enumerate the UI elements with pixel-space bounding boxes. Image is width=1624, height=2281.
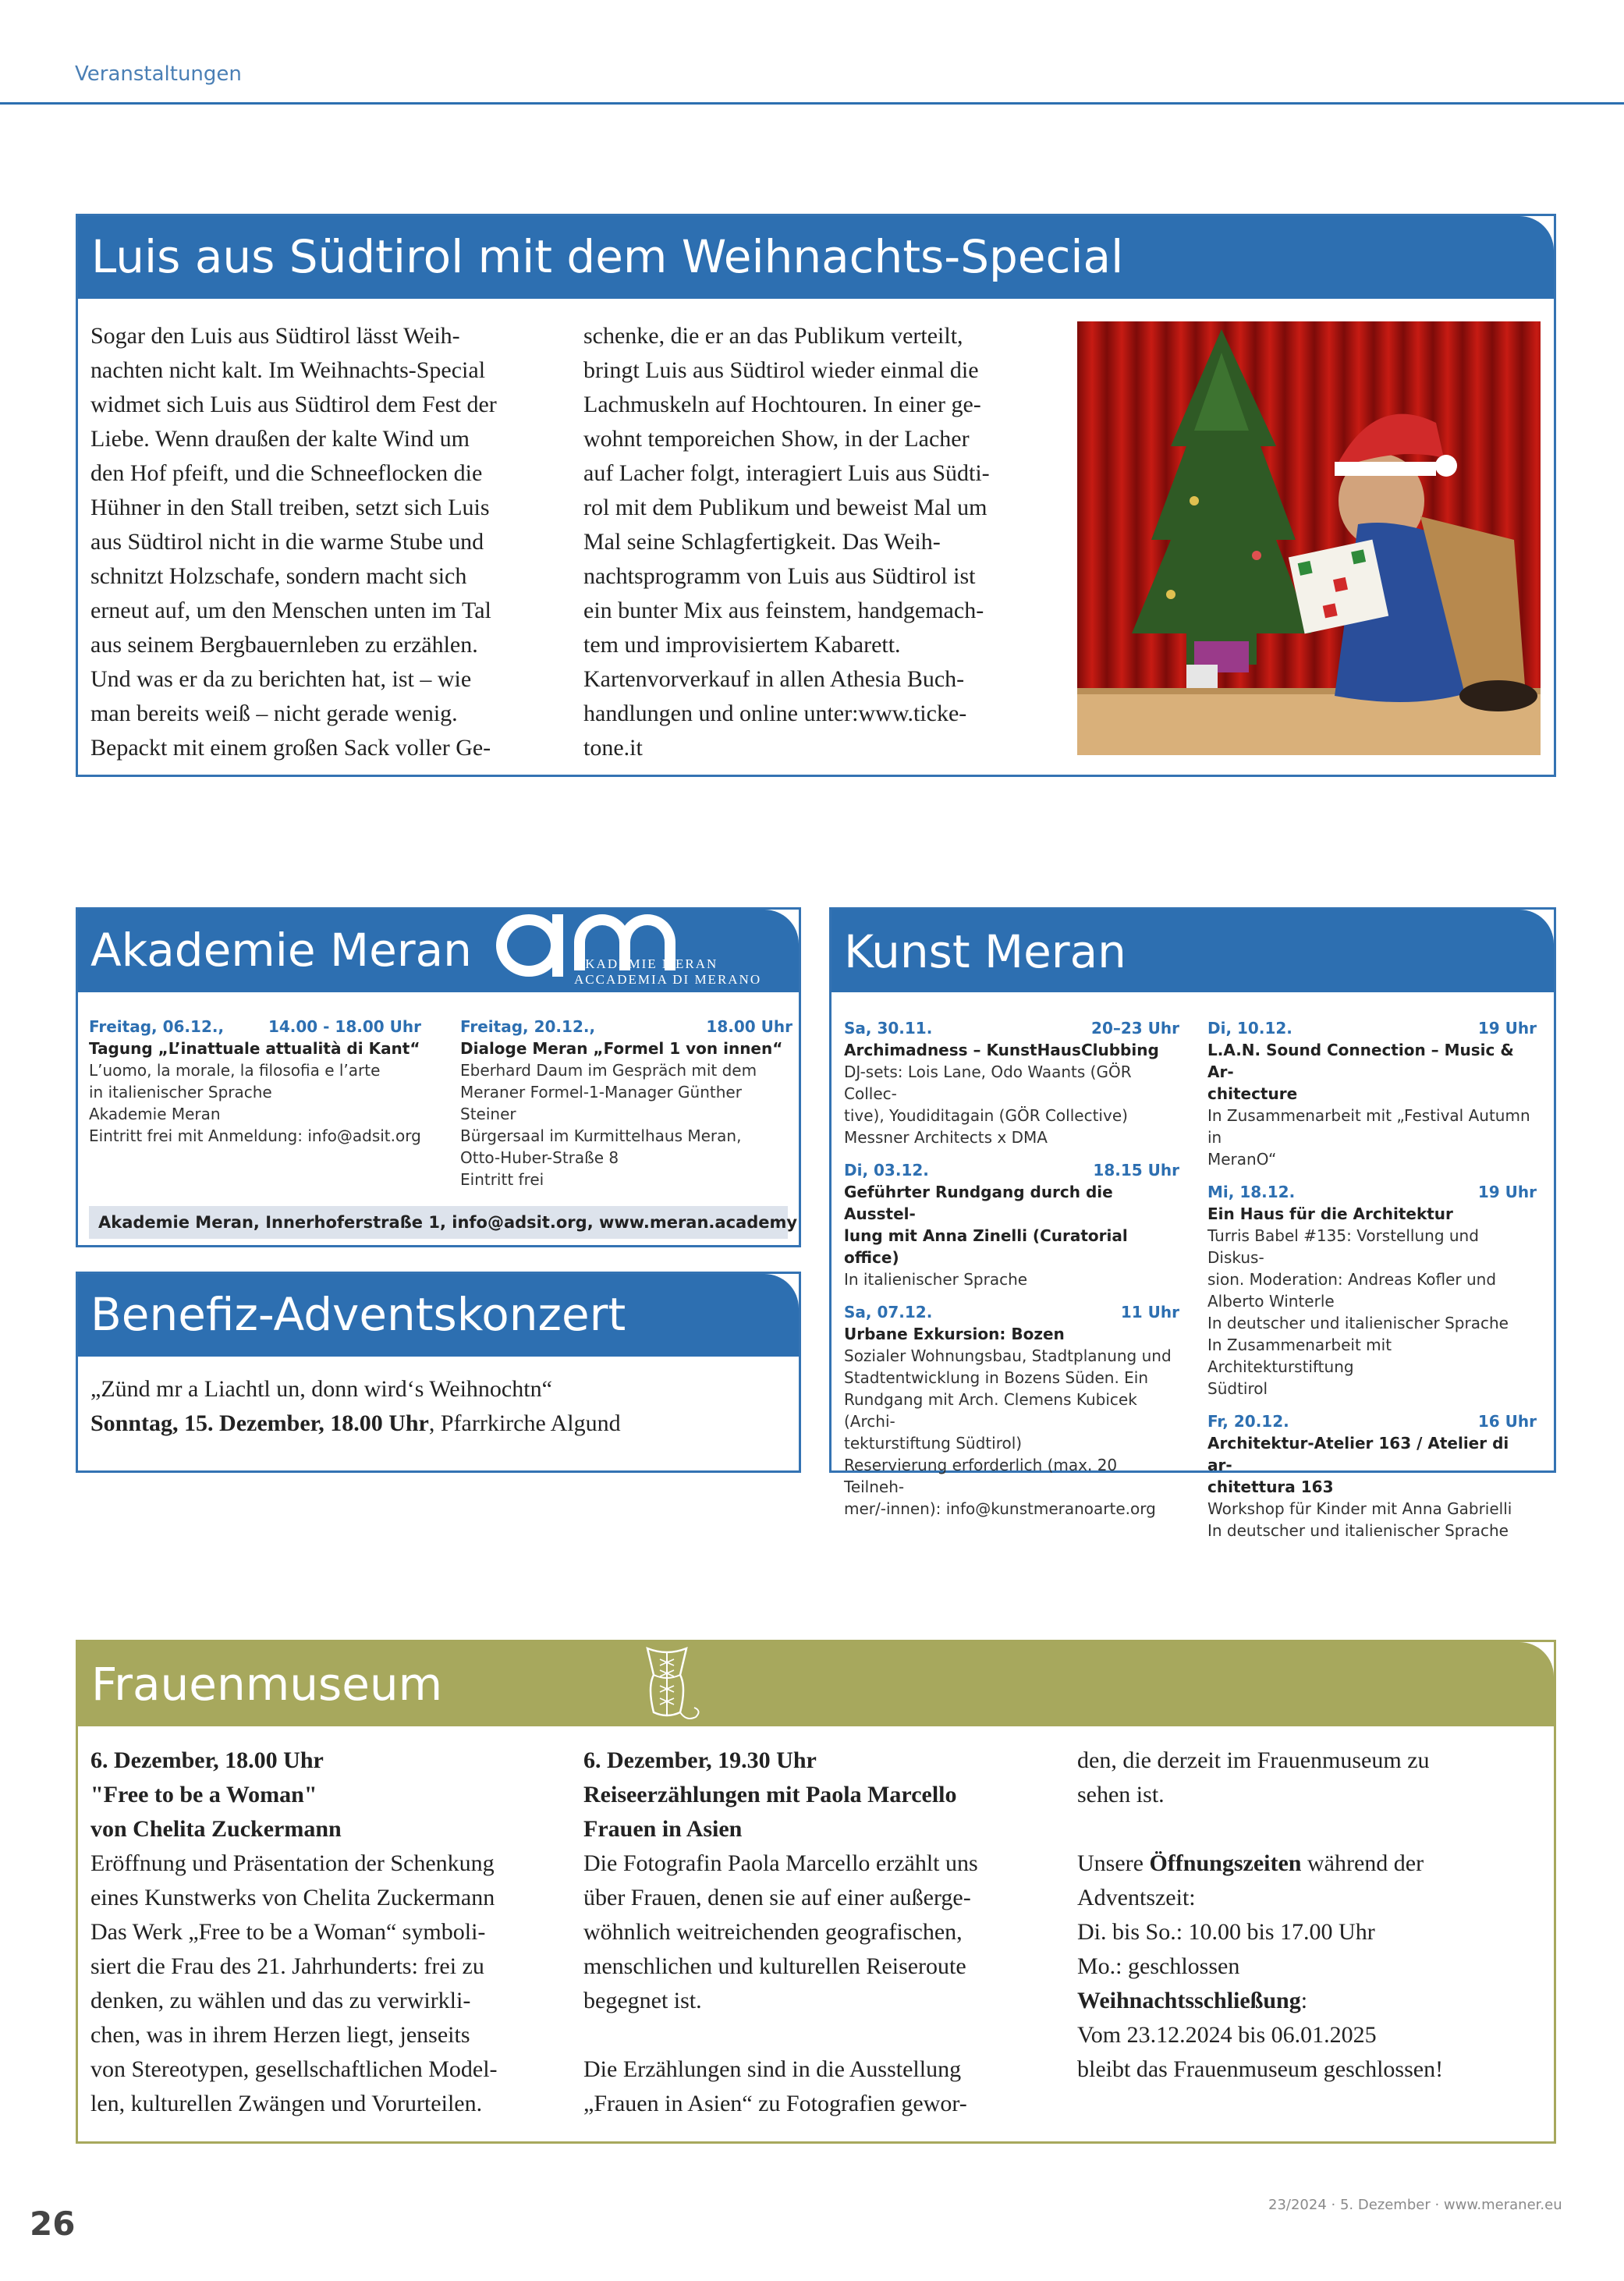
luis-line: nachten nicht kalt. Im Weihnachts-Special: [90, 357, 486, 383]
frauen-box: [76, 1640, 1556, 2144]
frauen-line: Di. bis So.: 10.00 bis 17.00 Uhr: [1077, 1919, 1375, 1945]
luis-line: Lachmuskeln auf Hochtouren. In einer ge-: [583, 392, 981, 417]
frauen-line: menschlichen und kulturellen Reiseroute: [583, 1953, 966, 1979]
event-detail: Stadtentwicklung in Bozens Süden. Ein: [844, 1368, 1149, 1387]
event-detail: In deutscher und italienischer Sprache: [1207, 1521, 1509, 1540]
event-detail: Eintritt frei: [460, 1170, 544, 1189]
event-detail: mer/-innen): info@kunstmeranoarte.org: [844, 1499, 1156, 1518]
luis-line: erneut auf, um den Menschen unten im Tal: [90, 598, 491, 623]
kunst-right-column: [1207, 1017, 1537, 1552]
kunst-event: [844, 1017, 1179, 1148]
opening-hours-label: Öffnungszeiten: [1149, 1850, 1302, 1876]
closing-label: Weihnachtsschließung: [1077, 1988, 1301, 2013]
frauen-line: Vom 23.12.2024 bis 06.01.2025: [1077, 2022, 1377, 2048]
akademie-header-bar: [78, 910, 799, 992]
event-title: Archimadness – KunstHausClubbing: [844, 1041, 1159, 1059]
event-date-row: [844, 1159, 1179, 1181]
luis-line: tone.it: [583, 735, 643, 761]
event-title: Dialoge Meran „Formel 1 von innen“: [460, 1039, 783, 1058]
event-detail: In italienischer Sprache: [844, 1270, 1028, 1289]
event-date: Freitag, 20.12.,: [460, 1017, 596, 1036]
event-detail: Südtirol: [1207, 1379, 1268, 1398]
luis-line: handlungen und online unter:www.ticke-: [583, 701, 967, 726]
event-date: Fr, 20.12.: [1207, 1412, 1289, 1431]
opening-pre: Unsere: [1077, 1850, 1150, 1876]
event-date-row: [460, 1016, 792, 1038]
event-date-row: [1207, 1410, 1537, 1432]
event-title: Architektur-Atelier 163 / Atelier di ar-: [1207, 1434, 1509, 1474]
kunst-event: [844, 1301, 1179, 1520]
corset-icon: [632, 1644, 702, 1725]
issue-line: 23/2024 · 5. Dezember · www.meraner.eu: [1268, 2197, 1562, 2213]
luis-line: auf Lacher folgt, interagiert Luis aus Südti-: [583, 460, 990, 486]
event-detail: Eintritt frei mit Anmeldung: info@adsit.org: [89, 1126, 421, 1145]
frauen-title: Frauenmuseum: [91, 1658, 443, 1711]
luis-title: Luis aus Südtirol mit dem Weihnachts-Special: [91, 230, 1124, 283]
luis-line: nachtsprogramm von Luis aus Südtirol ist: [583, 563, 976, 589]
event-detail: Meraner Formel-1-Manager Günther: [460, 1083, 742, 1101]
frauen-line: wöhnlich weitreichenden geografischen,: [583, 1919, 963, 1945]
event-detail: Messner Architects x DMA: [844, 1128, 1048, 1147]
event-time: 16 Uhr: [1477, 1412, 1537, 1431]
akademie-logo-line2: ACCADEMIA DI MERANO: [574, 972, 762, 987]
event-title: Geführter Rundgang durch die Ausstel-: [844, 1183, 1113, 1223]
event-title: L.A.N. Sound Connection – Music & Ar-: [1207, 1041, 1514, 1081]
frauen-line: Eröffnung und Präsentation der Schenkung: [90, 1850, 495, 1876]
event-detail: Eberhard Daum im Gespräch mit dem: [460, 1061, 757, 1080]
luis-header-bar: [78, 216, 1554, 299]
kunst-title: Kunst Meran: [844, 925, 1126, 978]
benefiz-date: Sonntag, 15. Dezember, 18.00 Uhr: [90, 1410, 429, 1436]
akademie-footer-text: Akademie Meran, Innerhoferstraße 1, info@adsit.org, www.meran.academy: [98, 1213, 798, 1232]
benefiz-title: Benefiz-Adventskonzert: [90, 1288, 626, 1341]
luis-line: bringt Luis aus Südtirol wieder einmal die: [583, 357, 979, 383]
event-detail: Otto-Huber-Straße 8: [460, 1148, 619, 1167]
event-date: Mi, 18.12.: [1207, 1183, 1296, 1201]
event-detail: Sozialer Wohnungsbau, Stadtplanung und: [844, 1346, 1172, 1365]
akademie-event-2: [460, 1016, 792, 1201]
akademie-box: [76, 907, 801, 1247]
event-title: Urbane Exkursion: Bozen: [844, 1325, 1065, 1343]
luis-line: rol mit dem Publikum und beweist Mal um: [583, 495, 988, 520]
benefiz-line-1: „Zünd mr a Liachtl un, donn wird‘s Weihnochtn“: [90, 1376, 552, 1402]
frauen-line: chen, was in ihrem Herzen liegt, jenseits: [90, 2022, 470, 2048]
frauen-event-heading: Reiseerzählungen mit Paola Marcello: [583, 1782, 957, 1807]
event-detail: in italienischer Sprache: [89, 1083, 272, 1101]
event-detail: Bürgersaal im Kurmittelhaus Meran,: [460, 1126, 742, 1145]
frauen-line: Adventszeit:: [1077, 1885, 1196, 1910]
running-header: Veranstaltungen: [75, 62, 242, 86]
luis-line: Mal seine Schlagfertigkeit. Das Weih-: [583, 529, 941, 555]
event-time: 19 Uhr: [1477, 1019, 1537, 1038]
paragraph-spacer: [1077, 1812, 1537, 1846]
frauen-line: bleibt das Frauenmuseum geschlossen!: [1077, 2056, 1444, 2082]
frauen-line: Die Erzählungen sind in die Ausstellung: [583, 2056, 962, 2082]
event-title: Ein Haus für die Architektur: [1207, 1204, 1453, 1223]
akademie-logo: [496, 910, 762, 991]
kunst-event: [1207, 1181, 1537, 1399]
event-detail: In deutscher und italienischer Sprache: [1207, 1314, 1509, 1332]
luis-column-2: [583, 319, 1051, 765]
benefiz-header-bar: [78, 1274, 799, 1357]
frauen-event-heading: "Free to be a Woman": [90, 1782, 317, 1807]
event-date-row: [89, 1016, 421, 1038]
kunst-box: [829, 907, 1556, 1540]
frauen-column-3: [1077, 1744, 1537, 2087]
luis-line: Hühner in den Stall treiben, setzt sich Luis: [90, 495, 490, 520]
luis-line: aus Südtirol nicht in die warme Stube und: [90, 529, 484, 555]
event-detail: Reservierung erforderlich (max. 20 Teilneh-: [844, 1456, 1118, 1496]
opening-post: während der: [1301, 1850, 1424, 1876]
event-time: 14.00 - 18.00 Uhr: [268, 1017, 421, 1036]
benefiz-box: [76, 1272, 801, 1473]
event-detail: tekturstiftung Südtirol): [844, 1434, 1023, 1453]
event-detail: sion. Moderation: Andreas Kofler und: [1207, 1270, 1497, 1289]
event-detail: DJ-sets: Lois Lane, Odo Waants (GÖR Collec-: [844, 1062, 1132, 1103]
event-detail: Steiner: [460, 1105, 516, 1123]
frauen-column-1: [90, 1744, 558, 2121]
benefiz-line-2: [90, 1407, 785, 1441]
event-date: Di, 10.12.: [1207, 1019, 1292, 1038]
event-date-row: [844, 1301, 1179, 1323]
frauen-event-heading: von Chelita Zuckermann: [90, 1816, 342, 1842]
event-time: 20–23 Uhr: [1091, 1019, 1179, 1038]
luis-line: tem und improvisiertem Kabarett.: [583, 632, 901, 658]
luis-line: schnitzt Holzschafe, sondern macht sich: [90, 563, 467, 589]
paragraph-spacer: [583, 2018, 1051, 2052]
luis-line: widmet sich Luis aus Südtirol dem Fest der: [90, 392, 497, 417]
kunst-event: [1207, 1410, 1537, 1541]
event-date-row: [1207, 1017, 1537, 1039]
event-title: lung mit Anna Zinelli (Curatorial office): [844, 1226, 1128, 1267]
luis-line: Und was er da zu berichten hat, ist – wie: [90, 666, 472, 692]
event-detail: Workshop für Kinder mit Anna Gabrielli: [1207, 1499, 1512, 1518]
event-time: 18.00 Uhr: [706, 1017, 792, 1036]
event-title: Tagung „L’inattuale attualità di Kant“: [89, 1039, 420, 1058]
event-title: chitettura 163: [1207, 1478, 1334, 1496]
frauen-line: den, die derzeit im Frauenmuseum zu: [1077, 1747, 1430, 1773]
frauen-line: eines Kunstwerks von Chelita Zuckermann: [90, 1885, 495, 1910]
frauen-line: len, kulturellen Zwängen und Vorurteilen.: [90, 2091, 483, 2116]
event-detail: Turris Babel #135: Vorstellung und Diskus-: [1207, 1226, 1479, 1267]
event-detail: L’uomo, la morale, la filosofia e l’arte: [89, 1061, 381, 1080]
opening-hours-intro: [1077, 1846, 1537, 1881]
event-detail: Akademie Meran: [89, 1105, 221, 1123]
frauen-line: begegnet ist.: [583, 1988, 702, 2013]
event-date: Di, 03.12.: [844, 1161, 929, 1180]
benefiz-venue: , Pfarrkirche Algund: [428, 1410, 621, 1436]
frauen-line: Die Fotografin Paola Marcello erzählt uns: [583, 1850, 978, 1876]
luis-line: Kartenvorverkauf in allen Athesia Buch-: [583, 666, 965, 692]
luis-column-1: [90, 319, 558, 765]
luis-line: schenke, die er an das Publikum verteilt,: [583, 323, 963, 349]
akademie-event-1: [89, 1016, 421, 1158]
luis-line: wohnt temporeichen Show, in der Lacher: [583, 426, 970, 452]
page-number: 26: [30, 2205, 76, 2243]
luis-article: [76, 214, 1556, 777]
frauen-event-heading: 6. Dezember, 19.30 Uhr: [583, 1747, 817, 1773]
luis-line: Sogar den Luis aus Südtirol lässt Weih-: [90, 323, 460, 349]
frauen-line: über Frauen, denen sie auf einer außerge-: [583, 1885, 971, 1910]
closing-colon: :: [1300, 1988, 1308, 2013]
luis-line: Bepackt mit einem großen Sack voller Ge-: [90, 735, 491, 761]
kunst-left-column: [844, 1017, 1179, 1531]
akademie-footer: [89, 1206, 798, 1239]
frauen-header-bar: [78, 1642, 1554, 1726]
christmas-closing-label: [1077, 1984, 1537, 2018]
frauen-line: denken, zu wählen und das zu verwirkli-: [90, 1988, 471, 2013]
luis-line: man bereits weiß – nicht gerade wenig.: [90, 701, 458, 726]
frauen-line: sehen ist.: [1077, 1782, 1165, 1807]
benefiz-text: [90, 1372, 785, 1441]
frauen-line: Mo.: geschlossen: [1077, 1953, 1240, 1979]
frauen-event-heading: 6. Dezember, 18.00 Uhr: [90, 1747, 324, 1773]
event-date-row: [844, 1017, 1179, 1039]
event-date: Sa, 30.11.: [844, 1019, 933, 1038]
event-time: 11 Uhr: [1120, 1303, 1179, 1321]
event-date: Freitag, 06.12.,: [89, 1017, 225, 1036]
luis-line: den Hof pfeift, und die Schneeflocken die: [90, 460, 483, 486]
frauen-line: von Stereotypen, gesellschaftlichen Model-: [90, 2056, 498, 2082]
akademie-event: [89, 1016, 421, 1147]
event-detail: Alberto Winterle: [1207, 1292, 1335, 1311]
luis-line: Liebe. Wenn draußen der kalte Wind um: [90, 426, 470, 452]
event-date: Sa, 07.12.: [844, 1303, 933, 1321]
event-detail: Rundgang mit Arch. Clemens Kubicek (Archi-: [844, 1390, 1137, 1431]
akademie-event: [460, 1016, 792, 1190]
event-detail: MeranO“: [1207, 1150, 1277, 1169]
event-time: 18.15 Uhr: [1093, 1161, 1179, 1180]
akademie-logo-line1: AKADEMIE MERAN: [574, 956, 718, 971]
frauen-line: siert die Frau des 21. Jahrhunderts: frei zu: [90, 1953, 484, 1979]
luis-line: aus seinem Bergbauernleben zu erzählen.: [90, 632, 478, 658]
event-date-row: [1207, 1181, 1537, 1203]
frauen-event-heading: Frauen in Asien: [583, 1816, 743, 1842]
kunst-event: [1207, 1017, 1537, 1170]
luis-photo: [1077, 321, 1541, 755]
kunst-event: [844, 1159, 1179, 1290]
frauen-line: „Frauen in Asien“ zu Fotografien gewor-: [583, 2091, 967, 2116]
kunst-header-bar: [832, 910, 1554, 992]
frauen-line: Das Werk „Free to be a Woman“ symboli-: [90, 1919, 486, 1945]
event-detail: In Zusammenarbeit mit Architekturstiftung: [1207, 1336, 1392, 1376]
akademie-title: Akademie Meran: [90, 924, 472, 977]
header-rule: [0, 102, 1624, 105]
event-detail: tive), Youdiditagain (GÖR Collective): [844, 1106, 1128, 1125]
luis-line: ein bunter Mix aus feinstem, handgemach-: [583, 598, 984, 623]
frauen-column-2: [583, 1744, 1051, 2121]
event-title: chitecture: [1207, 1084, 1298, 1103]
event-detail: In Zusammenarbeit mit „Festival Autumn in: [1207, 1106, 1530, 1147]
event-time: 19 Uhr: [1477, 1183, 1537, 1201]
